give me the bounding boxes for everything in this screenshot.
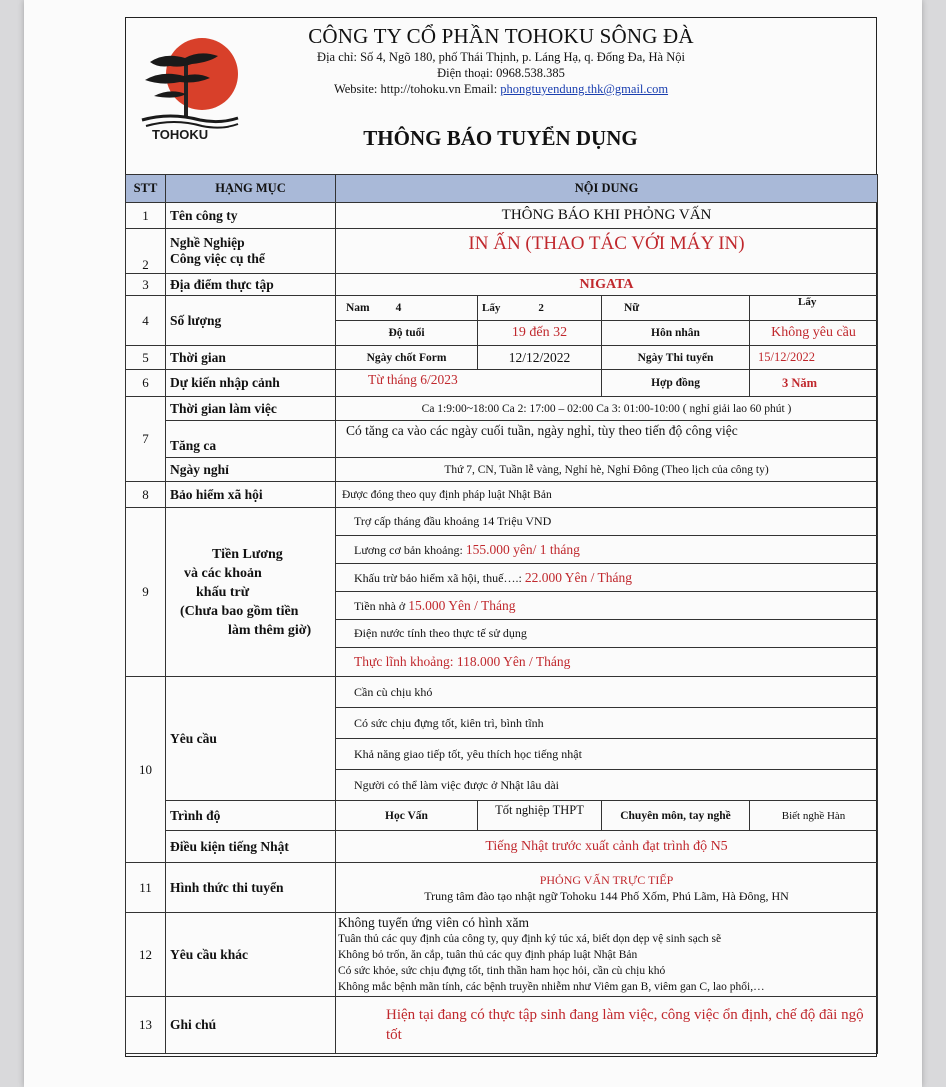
row-label: Tên công ty — [166, 203, 336, 229]
header-stt: STT — [126, 175, 166, 203]
row-label: Thời gian — [166, 346, 336, 370]
row-number: 6 — [126, 370, 166, 397]
row-number: 3 — [126, 274, 166, 296]
other-requirements — [336, 913, 878, 997]
table-row — [126, 801, 878, 831]
table-row — [126, 421, 878, 458]
header-content: NỘI DUNG — [336, 175, 878, 203]
marital-value: Không yêu cầu — [750, 321, 878, 346]
row-number: 2 — [126, 229, 166, 274]
basic-salary: 155.000 yên/ 1 tháng — [465, 542, 580, 557]
table-row — [126, 229, 878, 274]
table-row — [126, 370, 878, 397]
other-requirement-item: Không tuyển ứng viên có hình xăm — [338, 914, 530, 930]
row-number: 9 — [126, 508, 166, 677]
row-number: 7 — [126, 397, 166, 482]
table-row — [126, 508, 878, 677]
requirement-item: Có sức chịu đựng tốt, kiên trì, bình tĩnh — [336, 708, 877, 739]
other-requirement-item: Tuân thủ các quy định của công ty, quy định ký túc xá, biết dọn dẹp vệ sinh sạch sẽ — [338, 932, 722, 945]
age-value: 19 đến 32 — [478, 321, 602, 346]
education-value: Tốt nghiệp THPT — [478, 801, 602, 831]
other-requirement-item: Không mắc bệnh mãn tính, các bệnh truyền nhiễm như Viêm gan B, viêm gan C, lao phổi,… — [338, 980, 765, 993]
housing-label: Tiền nhà ở — [354, 599, 409, 613]
company-phone: Điện thoại: 0968.538.385 — [437, 66, 565, 80]
requirement-item: Cần cù chịu khó — [336, 677, 877, 708]
requirements-list — [336, 677, 878, 801]
recruitment-table — [125, 174, 878, 1054]
row-label: Dự kiến nhập cảnh — [166, 370, 336, 397]
deduction-label: Khấu trừ bảo hiểm xã hội, thuế….: — [354, 571, 525, 585]
salary-details — [336, 508, 878, 677]
exam-method-type: PHỎNG VẤN TRỰC TIẾP — [539, 872, 674, 887]
table-row — [126, 296, 878, 321]
salary-label-line: Tiền Lương — [212, 546, 283, 562]
net-salary — [336, 648, 877, 676]
net-salary-value: Thực lĩnh khoảng: 118.000 Yên / Tháng — [354, 654, 571, 669]
row-label: Hình thức thi tuyển — [166, 863, 336, 913]
other-requirement-item: Không bỏ trốn, ăn cắp, tuân thủ các quy định pháp luật Nhật Bản — [338, 948, 638, 961]
company-name: CÔNG TY CỔ PHẦN TOHOKU SÔNG ĐÀ — [308, 24, 694, 48]
take-count: 2 — [538, 302, 544, 314]
website-label: Website: http://tohoku.vn Email: — [333, 82, 501, 96]
education-label: Học Vấn — [336, 801, 478, 831]
row-label: Ngày nghỉ — [166, 458, 336, 482]
row-label: Trình độ — [166, 801, 336, 831]
salary-label-line: khấu trừ — [196, 584, 250, 600]
salary-label — [166, 508, 336, 677]
requirement-item: Khả năng giao tiếp tốt, yêu thích học tiếng nhật — [336, 739, 877, 770]
salary-label-line: làm thêm giờ) — [228, 622, 312, 638]
letterhead — [126, 18, 875, 174]
logo-text: TOHOKU — [152, 127, 209, 142]
work-hours: Ca 1:9:00~18:00 Ca 2: 17:00 – 02:00 Ca 3: 01:00-10:00 ( nghỉ giải lao 60 phút ) — [336, 397, 878, 421]
row-label: Bảo hiểm xã hội — [166, 482, 336, 508]
header-category: HẠNG MỤC — [166, 175, 336, 203]
salary-line: Điện nước tính theo thực tế sử dụng — [336, 620, 877, 648]
note-value: Hiện tại đang có thực tập sinh đang làm việc, công việc ổn định, chế độ đãi ngộ tốt — [336, 997, 878, 1054]
overtime-value: Có tăng ca vào các ngày cuối tuần, ngày nghỉ, tùy theo tiến độ công việc — [336, 421, 878, 458]
male-count: 4 — [395, 302, 402, 314]
contract-label: Hợp đồng — [602, 370, 750, 397]
male-label: Nam — [346, 302, 370, 314]
row-number: 11 — [126, 863, 166, 913]
salary-line — [336, 592, 877, 620]
exam-date-value: 15/12/2022 — [750, 346, 878, 370]
exam-method — [336, 863, 878, 913]
row-label-line: Nghề Nghiệp — [170, 235, 245, 250]
table-row — [126, 831, 878, 863]
table-row — [126, 482, 878, 508]
female-label: Nữ — [602, 296, 750, 321]
row-number: 4 — [126, 296, 166, 346]
table-row — [126, 397, 878, 421]
row-label: Điều kiện tiếng Nhật — [166, 831, 336, 863]
table-header — [126, 175, 878, 203]
page-title: THÔNG BÁO TUYỂN DỤNG — [363, 126, 638, 150]
table-row — [126, 997, 878, 1054]
salary-line: Trợ cấp tháng đầu khoảng 14 Triệu VND — [336, 508, 877, 536]
row-number: 1 — [126, 203, 166, 229]
salary-line — [336, 564, 877, 592]
days-off-value: Thứ 7, CN, Tuần lễ vàng, Nghỉ hè, Nghỉ Đông (Theo lịch của công ty) — [336, 458, 878, 482]
requirement-item: Người có thể làm việc được ở Nhật lâu dài — [354, 778, 559, 792]
company-info — [266, 24, 736, 97]
row-label: Yêu cầu — [166, 677, 336, 801]
row-label — [166, 229, 336, 274]
male-cell — [336, 296, 478, 321]
japanese-requirement: Tiếng Nhật trước xuất cảnh đạt trình độ N5 — [336, 831, 878, 863]
table-row — [126, 458, 878, 482]
row-value: Được đóng theo quy định pháp luật Nhật Bản — [336, 482, 878, 508]
document-page — [24, 0, 922, 1087]
row-value: NIGATA — [336, 274, 878, 296]
deduction-value: 22.000 Yên / Tháng — [524, 570, 633, 585]
table-row — [126, 346, 878, 370]
row-label: Số lượng — [166, 296, 336, 346]
table-row — [126, 863, 878, 913]
row-label-line: Công việc cụ thể — [170, 251, 265, 266]
row-label: Tăng ca — [166, 421, 336, 458]
row-number: 12 — [126, 913, 166, 997]
row-number: 5 — [126, 346, 166, 370]
exam-location: Trung tâm đào tạo nhật ngữ Tohoku 144 Phố Xốm, Phú Lãm, Hà Đông, HN — [424, 888, 789, 903]
age-label: Độ tuổi — [336, 321, 478, 346]
table-row — [126, 913, 878, 997]
skill-value: Biết nghề Hàn — [750, 801, 878, 831]
table-row — [126, 274, 878, 296]
row-value: THÔNG BÁO KHI PHỎNG VẤN — [336, 203, 878, 229]
company-web — [266, 82, 736, 97]
row-label: Thời gian làm việc — [166, 397, 336, 421]
row-label: Yêu cầu khác — [166, 913, 336, 997]
salary-label-line: (Chưa bao gồm tiền — [180, 603, 299, 619]
other-requirement-item: Có sức khỏe, sức chịu đựng tốt, tinh thần ham học hỏi, cần cù chịu khó — [338, 964, 666, 977]
take-label-2: Lấy — [750, 296, 878, 321]
skill-label: Chuyên môn, tay nghề — [602, 801, 750, 831]
exam-date-label: Ngày Thi tuyển — [602, 346, 750, 370]
row-number: 8 — [126, 482, 166, 508]
contract-value: 3 Năm — [750, 370, 878, 397]
row-label: Địa điểm thực tập — [166, 274, 336, 296]
job-title: IN ẤN (THAO TÁC VỚI MÁY IN) — [336, 229, 878, 274]
salary-label-line: và các khoản — [184, 565, 262, 581]
housing-value: 15.000 Yên / Tháng — [408, 598, 516, 613]
salary-line — [336, 536, 877, 564]
take-cell — [478, 296, 602, 321]
form-date-label: Ngày chốt Form — [336, 346, 478, 370]
entry-date: Từ tháng 6/2023 — [336, 370, 602, 397]
notice-frame — [125, 17, 877, 1057]
basic-label: Lương cơ bản khoảng: — [354, 543, 466, 557]
form-date-value: 12/12/2022 — [478, 346, 602, 370]
company-address: Địa chỉ: Số 4, Ngõ 180, phố Thái Thịnh, p. Láng Hạ, q. Đống Đa, Hà Nội — [317, 50, 685, 64]
table-row — [126, 203, 878, 229]
email-link[interactable]: phongtuyendung.thk@gmail.com — [500, 82, 669, 96]
row-number: 13 — [126, 997, 166, 1054]
row-label: Ghi chú — [166, 997, 336, 1054]
table-row — [126, 677, 878, 801]
take-label: Lấy — [482, 302, 501, 314]
row-number: 10 — [126, 677, 166, 863]
marital-label: Hôn nhân — [602, 321, 750, 346]
